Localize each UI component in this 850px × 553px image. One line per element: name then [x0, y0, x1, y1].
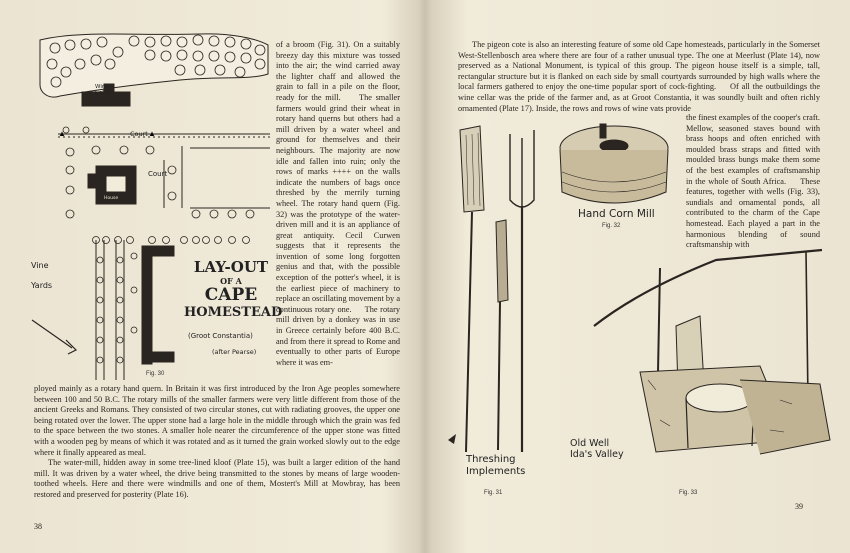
left-full-text-1: ployed mainly as a rotary hand quern. In Britain it was first introduced by the Iron Age peoples somewhere between 100 and 50 B.C. The rotary mills of the smaller farmers were very little different from those of the ancient Greeks and Romans. They consisted of two circular stones, cut with radiating grooves, the upper one being rotated over the lower. The upper stone had a large hole in the middle through which the grain was fed to the space between the two stones. A smaller hole nearer the circumference of the upper stone was fitted with a wooden peg by means of which it was rotated and as it turned the grain worked slowly out to the edge where it finally appeared as meal. [34, 384, 400, 457]
right-page-number: 39 [795, 502, 803, 511]
map-subtitle: (Groot Constantia) [188, 332, 253, 340]
map-label-court-upper: Court [130, 130, 148, 138]
emblem-icon [448, 434, 456, 444]
right-column-text: the finest examples of the cooper's craft. Mellow, seasoned staves bound with brass hoops and often enriched with moulded brass straps and fitted with moulded brass bungs make them some of the best examples of craftsmanship in the whole of South Africa. These features, together with wells (Fig. 33), sundials and ornamental ponds, all contributed to the charm of the Cape homestead. Each played a part in the harmonious blending of sound craftsmanship with [686, 113, 820, 250]
map-label-court-lower: Court [148, 170, 168, 178]
map-title-line-4: HOMESTEAD [184, 305, 283, 320]
old-well-label-1: Old Well [570, 438, 610, 449]
right-full-text: The pigeon cote is also an interesting feature of some old Cape homesteads, particularly in the Somerset West-Stellenbosch area where there are four of a rather unusual type. The one at Meerlust (Plate 14), now preserved as a National Monument, is typical of this group. The pigeon house itself is a simple, tall, rectangular structure but it is flanked on each side by small courtyards surrounded by high walls where the local farmers gathered to enjoy the one-time popular sport of cock-fighting. Of all the outbuildings the wine cellar was the pride of the farmer and, as at Groot Constantia, it was soundly built and often richly ornamented (Plate 17). Inside, the rows and rows of wine vats provide [458, 40, 820, 113]
map-label-wine: Wine [95, 84, 109, 90]
map-label-yards: Yards [31, 281, 53, 290]
fig33-caption: Fig. 33 [679, 490, 698, 496]
old-well-drawing [594, 250, 830, 454]
map-title-line-3: CAPE [204, 285, 258, 305]
hand-corn-mill-drawing [560, 124, 668, 203]
map-title-line-1: LAY-OUT [193, 258, 269, 276]
map-label-cellar: Cellar [95, 90, 111, 96]
map-title-line-2: OF A [220, 276, 242, 286]
map-label-vine: Vine [31, 261, 49, 270]
threshing-implements-drawing [460, 126, 534, 452]
fig32-caption: Fig. 32 [602, 223, 621, 229]
left-full-text-2: The water-mill, hidden away in some tree-lined kloof (Plate 15), was built a larger edition of the hand mill. It was driven by a water wheel, the drive being transmitted to the stones by means of large wooden-toothed wheels. Here and there were windmills and one of them, Mostert's Mill at Mowbray, has been restored and preserved for posterity (Plate 16). [34, 458, 400, 499]
hand-corn-mill-label: Hand Corn Mill [578, 208, 655, 220]
fig31-caption: Fig. 31 [484, 490, 503, 496]
map-credit: (after Pearse) [212, 348, 257, 356]
fig30-caption: Fig. 30 [146, 371, 165, 377]
map-label-house: House [104, 196, 119, 201]
threshing-label-2: Implements [466, 466, 526, 477]
threshing-label-1: Threshing [466, 454, 516, 465]
left-page-number: 38 [34, 522, 42, 531]
old-well-label-2: Ida's Valley [570, 449, 624, 460]
left-column-text: of a broom (Fig. 31). On a suitably breezy day this mixture was tossed into the air; the wind carried away the lighter chaff and allowed the grain to fall in a pile on the floor, ready for the mill. The smaller farmers would grind their wheat in rotary hand querns but others had a mill driven by a water wheel and ground for themselves and their neighbours. The majority are now idle and fallen into ruin; only the rows of marks ++++ on the walls indicate the numbers of bags once threshed by the merrily turning wheel. The rotary hand quern (Fig. 32) was the prototype of the water-driven mill and it is an appliance of great antiquity. Cecil Curwen suggests that it represents the invention of some long forgotten genius and that, with the possible exception of the potter's wheel, it is the earliest piece of machinery to replace an oscillating movement by a continuous rotary one. The rotary mill driven by a donkey was in use in Greece certainly before 400 B.C. and from there it spread to Rome and eventually to other parts of Europe where it was em- [276, 40, 400, 367]
